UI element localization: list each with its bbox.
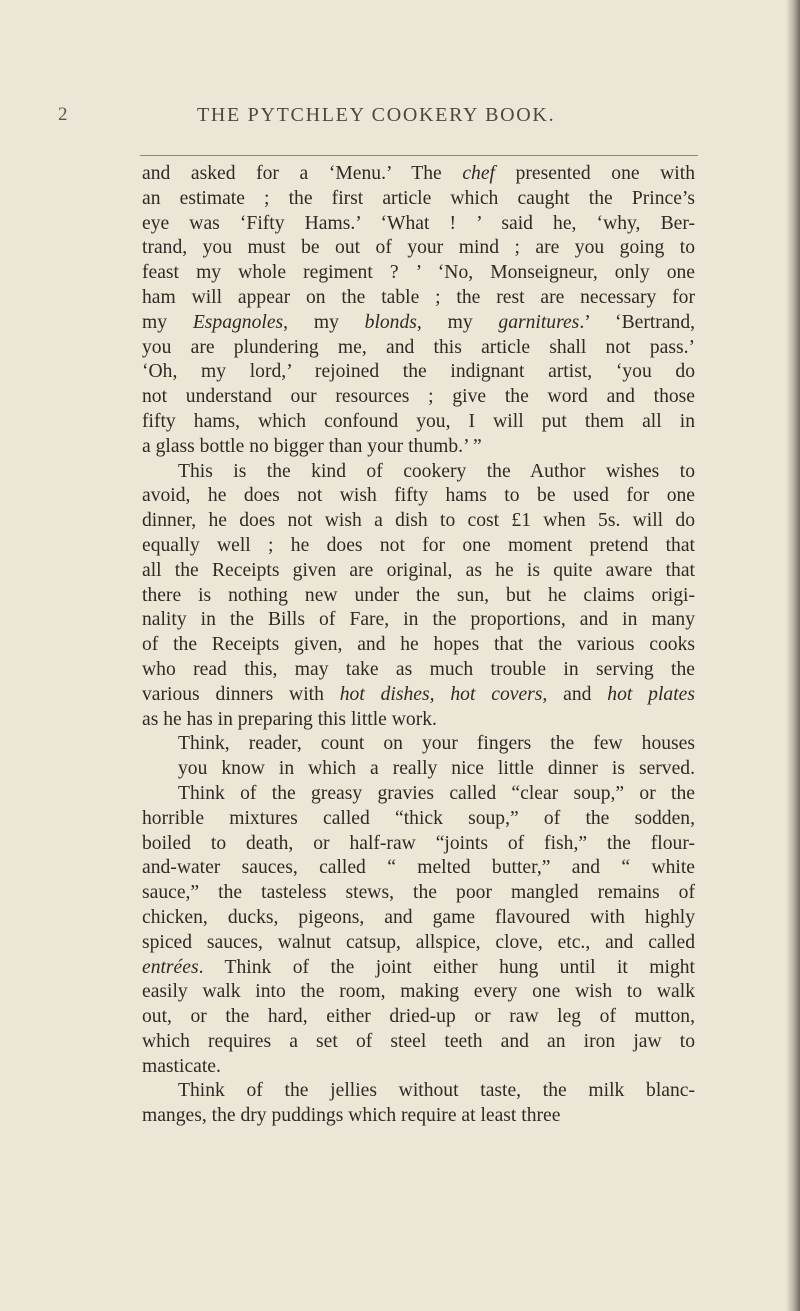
page-header (0, 104, 800, 134)
text-line (142, 1104, 695, 1129)
text-span: out, or the hard, either dried-up or raw leg of mutton, (142, 1006, 695, 1028)
text-line (142, 360, 695, 385)
text-span: an estimate ; the first article which caught the Prince’s (142, 187, 695, 209)
text-span: various dinners with (142, 683, 340, 705)
text-span: This is the kind of cookery the Author wishes to (178, 460, 695, 482)
text-line (142, 435, 695, 460)
text-span: you know in which a really nice little dinner is served. (178, 758, 695, 780)
text-line (142, 1005, 695, 1030)
page-number: 2 (58, 104, 69, 125)
text-line (142, 261, 695, 286)
italic-text: garnitures (498, 311, 580, 333)
text-span: and asked for a ‘Menu.’ The (142, 163, 463, 184)
text-span: nality in the Bills of Fare, in the proportions, and in many (142, 609, 695, 631)
text-span: fifty hams, which confound you, I will put them all in (142, 410, 695, 432)
text-line (142, 410, 695, 435)
text-span: and (547, 683, 608, 705)
text-span: you are plundering me, and this article shall not pass.’ (142, 336, 695, 358)
italic-text: hot dishes, hot covers, (339, 683, 548, 705)
text-line (142, 683, 695, 708)
text-line (142, 757, 695, 782)
text-span: all the Receipts given are original, as he is quite aware that (142, 559, 695, 581)
page-edge (786, 0, 800, 1311)
text-span: . Think of the joint either hung until it might (198, 956, 695, 978)
italic-text: hot plates (607, 683, 695, 705)
text-span: feast my whole regiment ? ’ ‘No, Monseigneur, only one (142, 262, 695, 284)
text-span: equally well ; he does not for one moment pretend that (142, 534, 695, 556)
running-head: THE PYTCHLEY COOKERY BOOK. (197, 104, 556, 126)
text-line (142, 633, 695, 658)
text-span: which requires a set of steel teeth and an iron jaw to (142, 1030, 695, 1052)
text-span: not understand our resources ; give the word and those (142, 386, 695, 408)
text-line (142, 559, 695, 584)
italic-text: entrées (142, 956, 199, 978)
text-line (142, 881, 695, 906)
text-line (142, 336, 695, 361)
text-span: there is nothing new under the sun, but he claims origi- (142, 584, 695, 606)
text-line (142, 509, 695, 534)
text-span: horrible mixtures called “thick soup,” of the sodden, (142, 807, 695, 829)
italic-text: blonds (364, 311, 417, 333)
text-line (142, 534, 695, 559)
text-line (142, 807, 695, 832)
text-line (142, 584, 695, 609)
text-span: of the Receipts given, and he hopes that the various cooks (142, 634, 695, 656)
text-span: sauce,” the tasteless stews, the poor mangled remains of (142, 882, 695, 904)
text-span: and-water sauces, called “ melted butter,” and “ white (142, 857, 695, 879)
text-span: , my (283, 311, 365, 333)
text-span: masticate. (142, 1055, 221, 1077)
text-line (142, 708, 695, 733)
text-line (142, 658, 695, 683)
text-span: ‘Oh, my lord,’ rejoined the indignant artist, ‘you do (142, 361, 695, 383)
text-line (142, 956, 695, 981)
text-span: boiled to death, or half-raw “joints of fish,” the flour- (142, 832, 695, 854)
text-line (142, 1030, 695, 1055)
text-span: who read this, may take as much trouble in serving the (142, 658, 695, 680)
text-line (142, 385, 695, 410)
text-line (142, 484, 695, 509)
text-span: avoid, he does not wish fifty hams to be used for one (142, 485, 695, 507)
text-line (142, 906, 695, 931)
text-line (142, 212, 695, 237)
text-span: trand, you must be out of your mind ; are you going to (142, 237, 695, 259)
text-span: Think of the greasy gravies called “clear soup,” or the (178, 782, 695, 804)
body-text (142, 162, 695, 1129)
text-line (142, 608, 695, 633)
text-line (142, 460, 695, 485)
text-span: Think of the jellies without taste, the milk blanc- (178, 1080, 695, 1102)
header-rule (140, 155, 698, 156)
text-line (142, 856, 695, 881)
text-span: as he has in preparing this little work. (142, 708, 437, 730)
text-line (142, 187, 695, 212)
text-line (142, 1055, 695, 1080)
text-span: chicken, ducks, pigeons, and game flavoured with highly (142, 906, 695, 928)
text-span: my (142, 311, 193, 333)
text-span: easily walk into the room, making every one wish to walk (142, 981, 695, 1003)
text-span: a glass bottle no bigger than your thumb.’ ” (142, 435, 482, 457)
text-line (142, 931, 695, 956)
text-line (142, 782, 695, 807)
text-span: spiced sauces, walnut catsup, allspice, clove, etc., and called (142, 931, 695, 953)
text-span: Think, reader, count on your fingers the few houses (178, 733, 695, 755)
text-line (142, 832, 695, 857)
text-line (142, 980, 695, 1005)
italic-text: Espagnoles (192, 311, 284, 333)
text-span: , my (416, 311, 499, 333)
text-span: presented one with (495, 163, 695, 184)
text-line (142, 286, 695, 311)
text-line (142, 236, 695, 261)
text-line (142, 1079, 695, 1104)
text-line (142, 732, 695, 757)
text-span: ham will appear on the table ; the rest are necessary for (142, 286, 695, 308)
text-line (142, 311, 695, 336)
text-span: dinner, he does not wish a dish to cost £1 when 5s. will do (142, 510, 695, 532)
text-span: .’ ‘Bertrand, (579, 311, 696, 333)
text-span: eye was ‘Fifty Hams.’ ‘What ! ’ said he, ‘why, Ber- (142, 212, 695, 234)
text-span: manges, the dry puddings which require at least three (142, 1105, 561, 1127)
italic-text: chef (462, 163, 495, 184)
text-line (142, 162, 695, 187)
